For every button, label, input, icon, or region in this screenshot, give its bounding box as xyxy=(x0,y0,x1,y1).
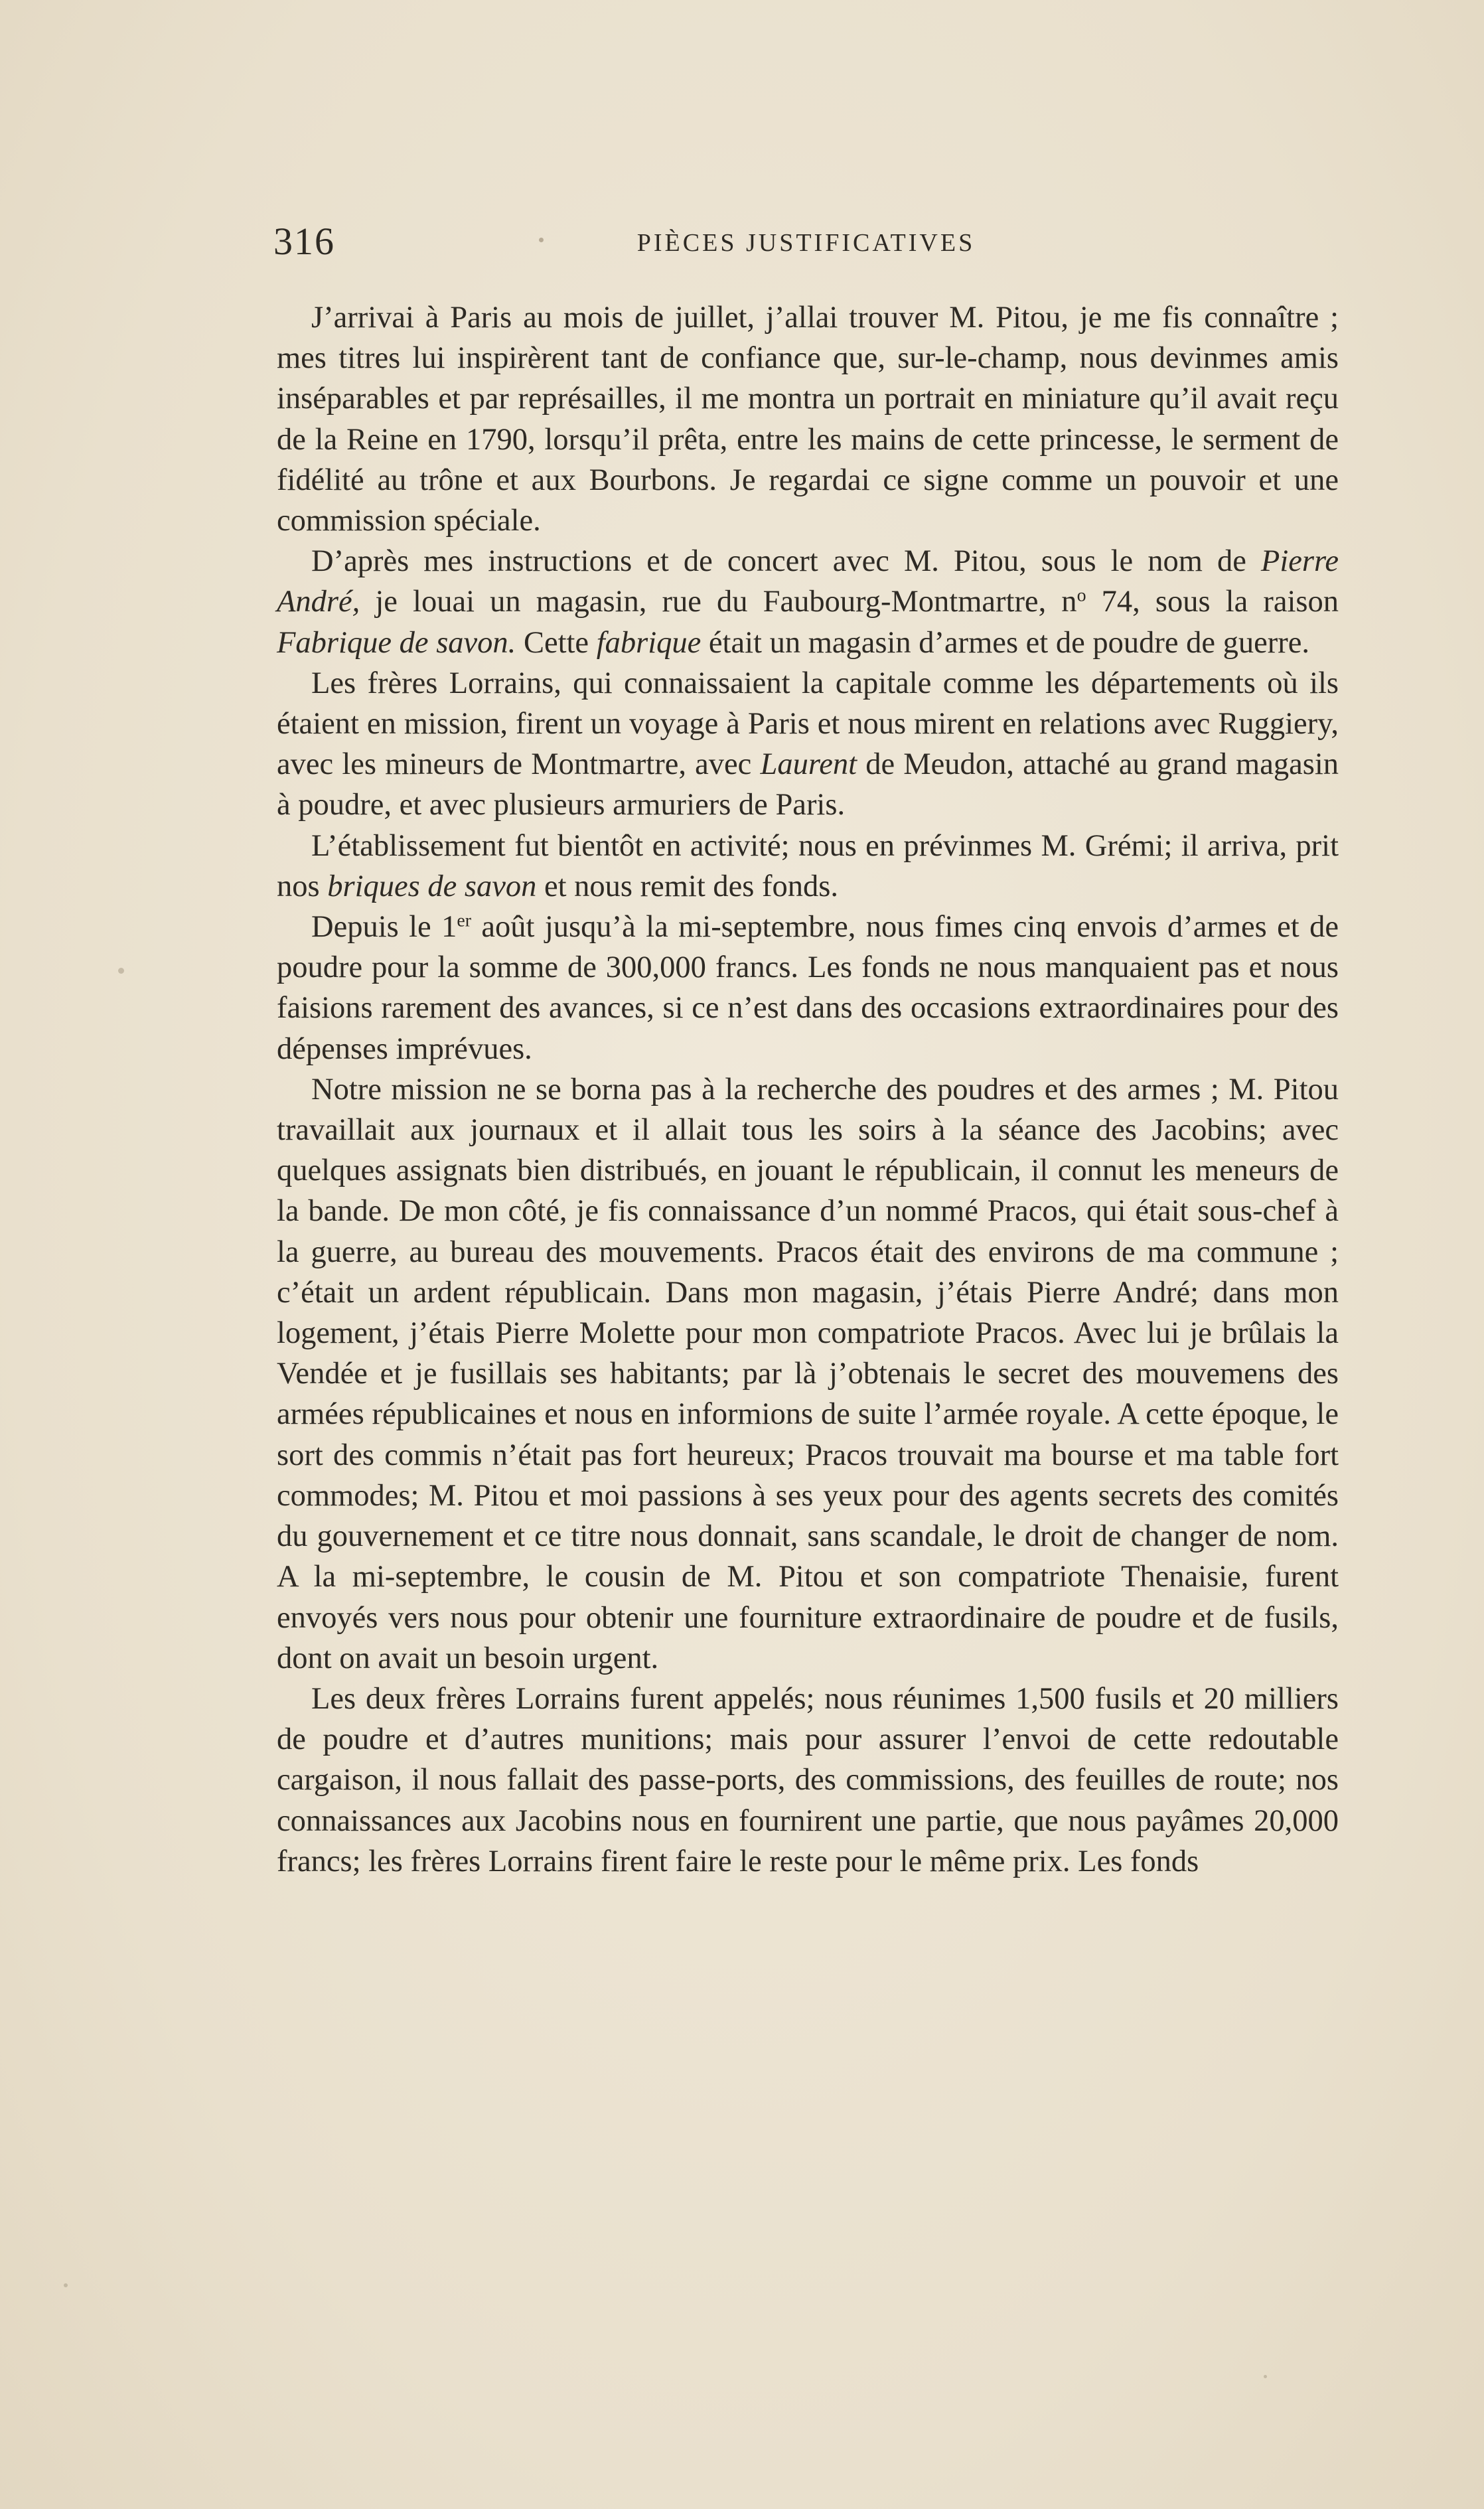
text-run: L’établissement fut bientôt en activité; nous en prévinmes M. Grémi; il arriva, prit nos xyxy=(277,828,1339,903)
superscript: er xyxy=(457,910,472,931)
superscript: o xyxy=(1076,585,1086,607)
paragraph xyxy=(277,1069,1339,1679)
text-run: août jusqu’à la mi-septembre, nous fimes cinq envois d’armes et de poudre pour la somme de 300,000 francs. Les fonds ne nous manquaient pas et nous faisions rarement des avances, si ce n’est dans des occasions extraordinaires pour des dépenses imprévues. xyxy=(277,910,1339,1066)
page-header xyxy=(273,219,1339,272)
italic-text: briques de savon xyxy=(327,869,537,903)
paper-speck xyxy=(118,968,124,974)
text-run: de Meudon, attaché au grand magasin à poudre, et avec plusieurs armuriers de Paris. xyxy=(277,747,1339,822)
text-run: J’arrivai à Paris au mois de juillet, j’allai trouver M. Pitou, je me fis connaître ; mes titres lui inspirèrent tant de confiance que, sur-le-champ, nous devinmes amis inséparables et par représailles, il me montra un portrait en miniature qu’il avait reçu de la Reine en 1790, lorsqu’il prêta, entre les mains de cette princesse, le serment de fidélité au trône et aux Bourbons. Je regardai ce signe comme un pouvoir et une commission spéciale. xyxy=(277,301,1339,538)
text-run: D’après mes instructions et de concert avec M. Pitou, sous le nom de xyxy=(311,544,1261,579)
paragraph xyxy=(277,907,1339,1069)
paragraph xyxy=(277,663,1339,826)
text-run: Les frères Lorrains, qui connaissaient la capitale comme les départements où ils étaient en mission, firent un voyage à Paris et nous mirent en relations avec Ruggiery, avec les mineurs de Montmartre, avec xyxy=(277,666,1339,782)
text-run: Notre mission ne se borna pas à la recherche des poudres et des armes ; M. Pitou travaillait aux journaux et il allait tous les soirs à la séance des Jacobins; avec quelques assignats bien distribués, en jouant le républicain, il connut les meneurs de la bande. De mon côté, je fis connaissance d’un nommé Pracos, qui était sous-chef à la guerre, au bureau des mouvements. Pracos était des environs de ma commune ; c’était un ardent républicain. Dans mon magasin, j’étais Pierre André; dans mon logement, j’étais Pierre Molette pour mon compatriote Pracos. Avec lui je brûlais la Vendée et je fusillais ses habitants; par là j’obtenais le secret des mouvemens des armées républicaines et nous en informions de suite l’armée royale. A cette époque, le sort des commis n’était pas fort heureux; Pracos trouvait ma bourse et ma table fort commodes; M. Pitou et moi passions à ses yeux pour des agents secrets des comités du gouvernement et ce titre nous donnait, sans scandale, le droit de changer de nom. A la mi-septembre, le cousin de M. Pitou et son compatriote Thenaisie, furent envoyés vers nous pour obtenir une fourniture extraordinaire de poudre et de fusils, dont on avait un besoin urgent. xyxy=(277,1072,1339,1675)
text-run: Cette xyxy=(516,625,597,660)
text-run: Depuis le 1 xyxy=(311,910,457,945)
text-run: était un magasin d’armes et de poudre de guerre. xyxy=(701,625,1309,660)
paper-speck xyxy=(1264,2375,1267,2378)
italic-text: fabrique xyxy=(596,625,702,660)
text-run: Les deux frères Lorrains furent appelés; nous réunimes 1,500 fusils et 20 milliers de poudre et d’autres munitions; mais pour assurer l’envoi de cette redoutable cargaison, il nous fallait des passe-ports, des commissions, des feuilles de route; nos connaissances aux Jacobins nous en fournirent une partie, que nous payâmes 20,000 francs; les frères Lorrains firent faire le reste pour le même prix. Les fonds xyxy=(277,1681,1339,1878)
text-run: et nous remit des fonds. xyxy=(536,869,838,903)
italic-text: Fabrique de savon. xyxy=(277,625,516,660)
text-run: 74, sous la raison xyxy=(1086,585,1339,619)
body-text xyxy=(277,297,1339,1882)
paper-speck xyxy=(64,2283,68,2287)
italic-text: Pierre André, xyxy=(277,544,1339,619)
text-run: je louai un magasin, rue du Faubourg-Montmartre, n xyxy=(360,585,1077,619)
running-title: PIÈCES JUSTIFICATIVES xyxy=(636,229,976,257)
paragraph xyxy=(277,1679,1339,1882)
paragraph xyxy=(277,297,1339,541)
paragraph xyxy=(277,541,1339,663)
paragraph xyxy=(277,826,1339,907)
italic-text: Laurent xyxy=(760,747,857,782)
page-number: 316 xyxy=(273,220,335,263)
